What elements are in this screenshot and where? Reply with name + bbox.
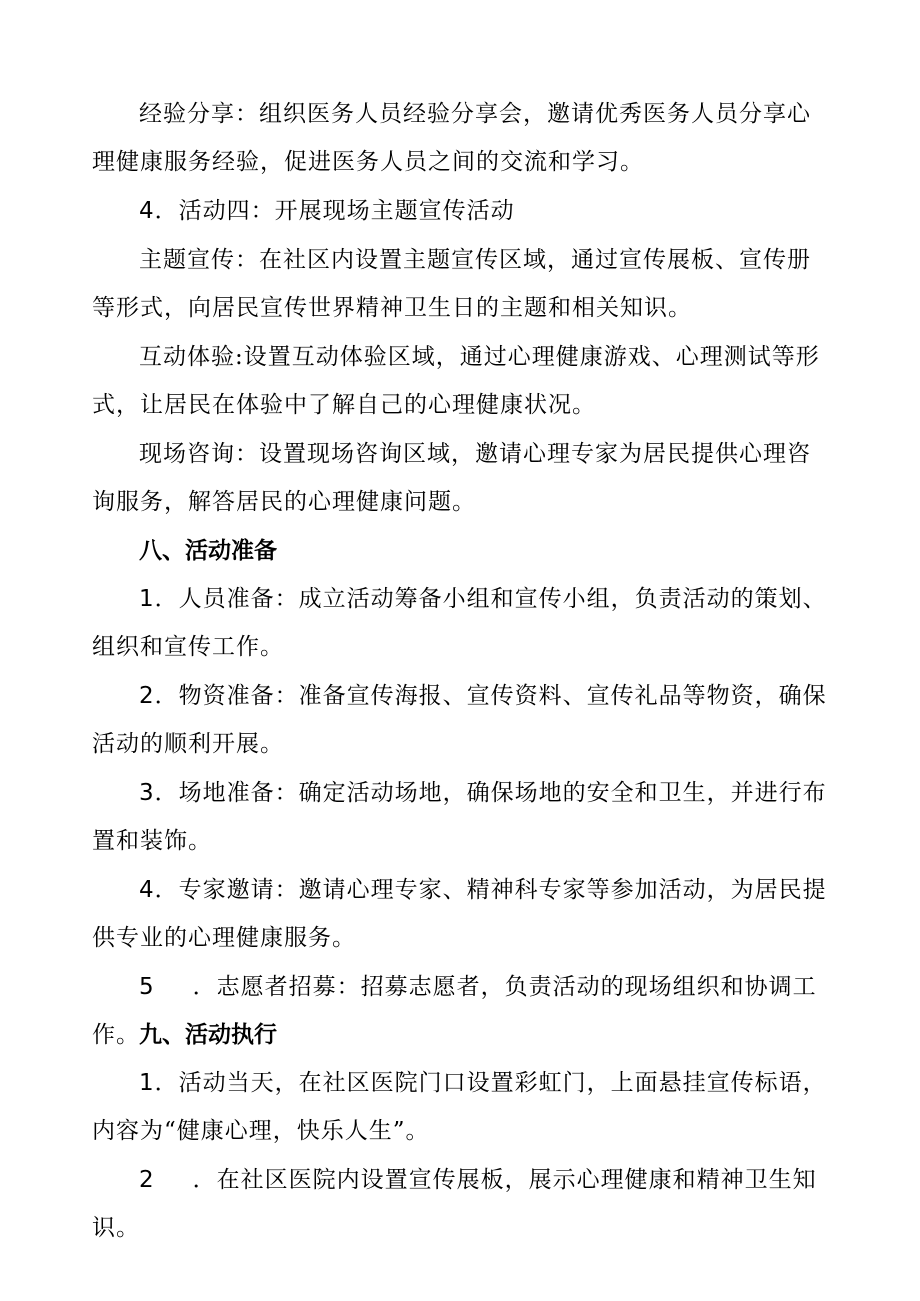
paragraph-onsite-consultation: 现场咨询：设置现场咨询区域，邀请心理专家为居民提供心理咨询服务，解答居民的心理健康问题。: [92, 441, 811, 515]
paragraph-theme-promotion: 主题宣传：在社区内设置主题宣传区域，通过宣传展板、宣传册等形式，向居民宣传世界精神卫生日的主题和相关知识。: [92, 247, 811, 321]
item-rainbow-gate: 1．活动当天，在社区医院门口设置彩虹门，上面悬挂宣传标语，内容为“健康心理，快乐人生”。: [92, 1070, 827, 1144]
section-heading-preparation: 八、活动准备: [139, 538, 277, 564]
section-heading-execution: 九、活动执行: [139, 1022, 277, 1048]
paragraph-interactive-experience: 互动体验:设置互动体验区域，通过心理健康游戏、心理测试等形式，让居民在体验中了解自己的心理健康状况。: [92, 344, 820, 418]
paragraph-experience-sharing: 经验分享：组织医务人员经验分享会，邀请优秀医务人员分享心理健康服务经验，促进医务人员之间的交流和学习。: [92, 101, 811, 175]
item-materials-preparation: 2．物资准备：准备宣传海报、宣传资料、宣传礼品等物资，确保活动的顺利开展。: [92, 683, 827, 757]
item-display-boards: 2 ．在社区医院内设置宣传展板，展示心理健康和精神卫生知识。: [92, 1167, 817, 1241]
item-volunteer-recruitment: 5 ．志愿者招募：招募志愿者，负责活动的现场组织和协调工作。: [92, 974, 817, 1048]
item-personnel-preparation: 1．人员准备：成立活动筹备小组和宣传小组，负责活动的策划、组织和宣传工作。: [92, 586, 827, 660]
item-expert-invitation: 4．专家邀请：邀请心理专家、精神科专家等参加活动，为居民提供专业的心理健康服务。: [92, 877, 827, 951]
item-venue-preparation: 3．场地准备：确定活动场地，确保场地的安全和卫生，并进行布置和装饰。: [92, 780, 827, 854]
item-activity-four: 4．活动四：开展现场主题宣传活动: [139, 198, 515, 224]
